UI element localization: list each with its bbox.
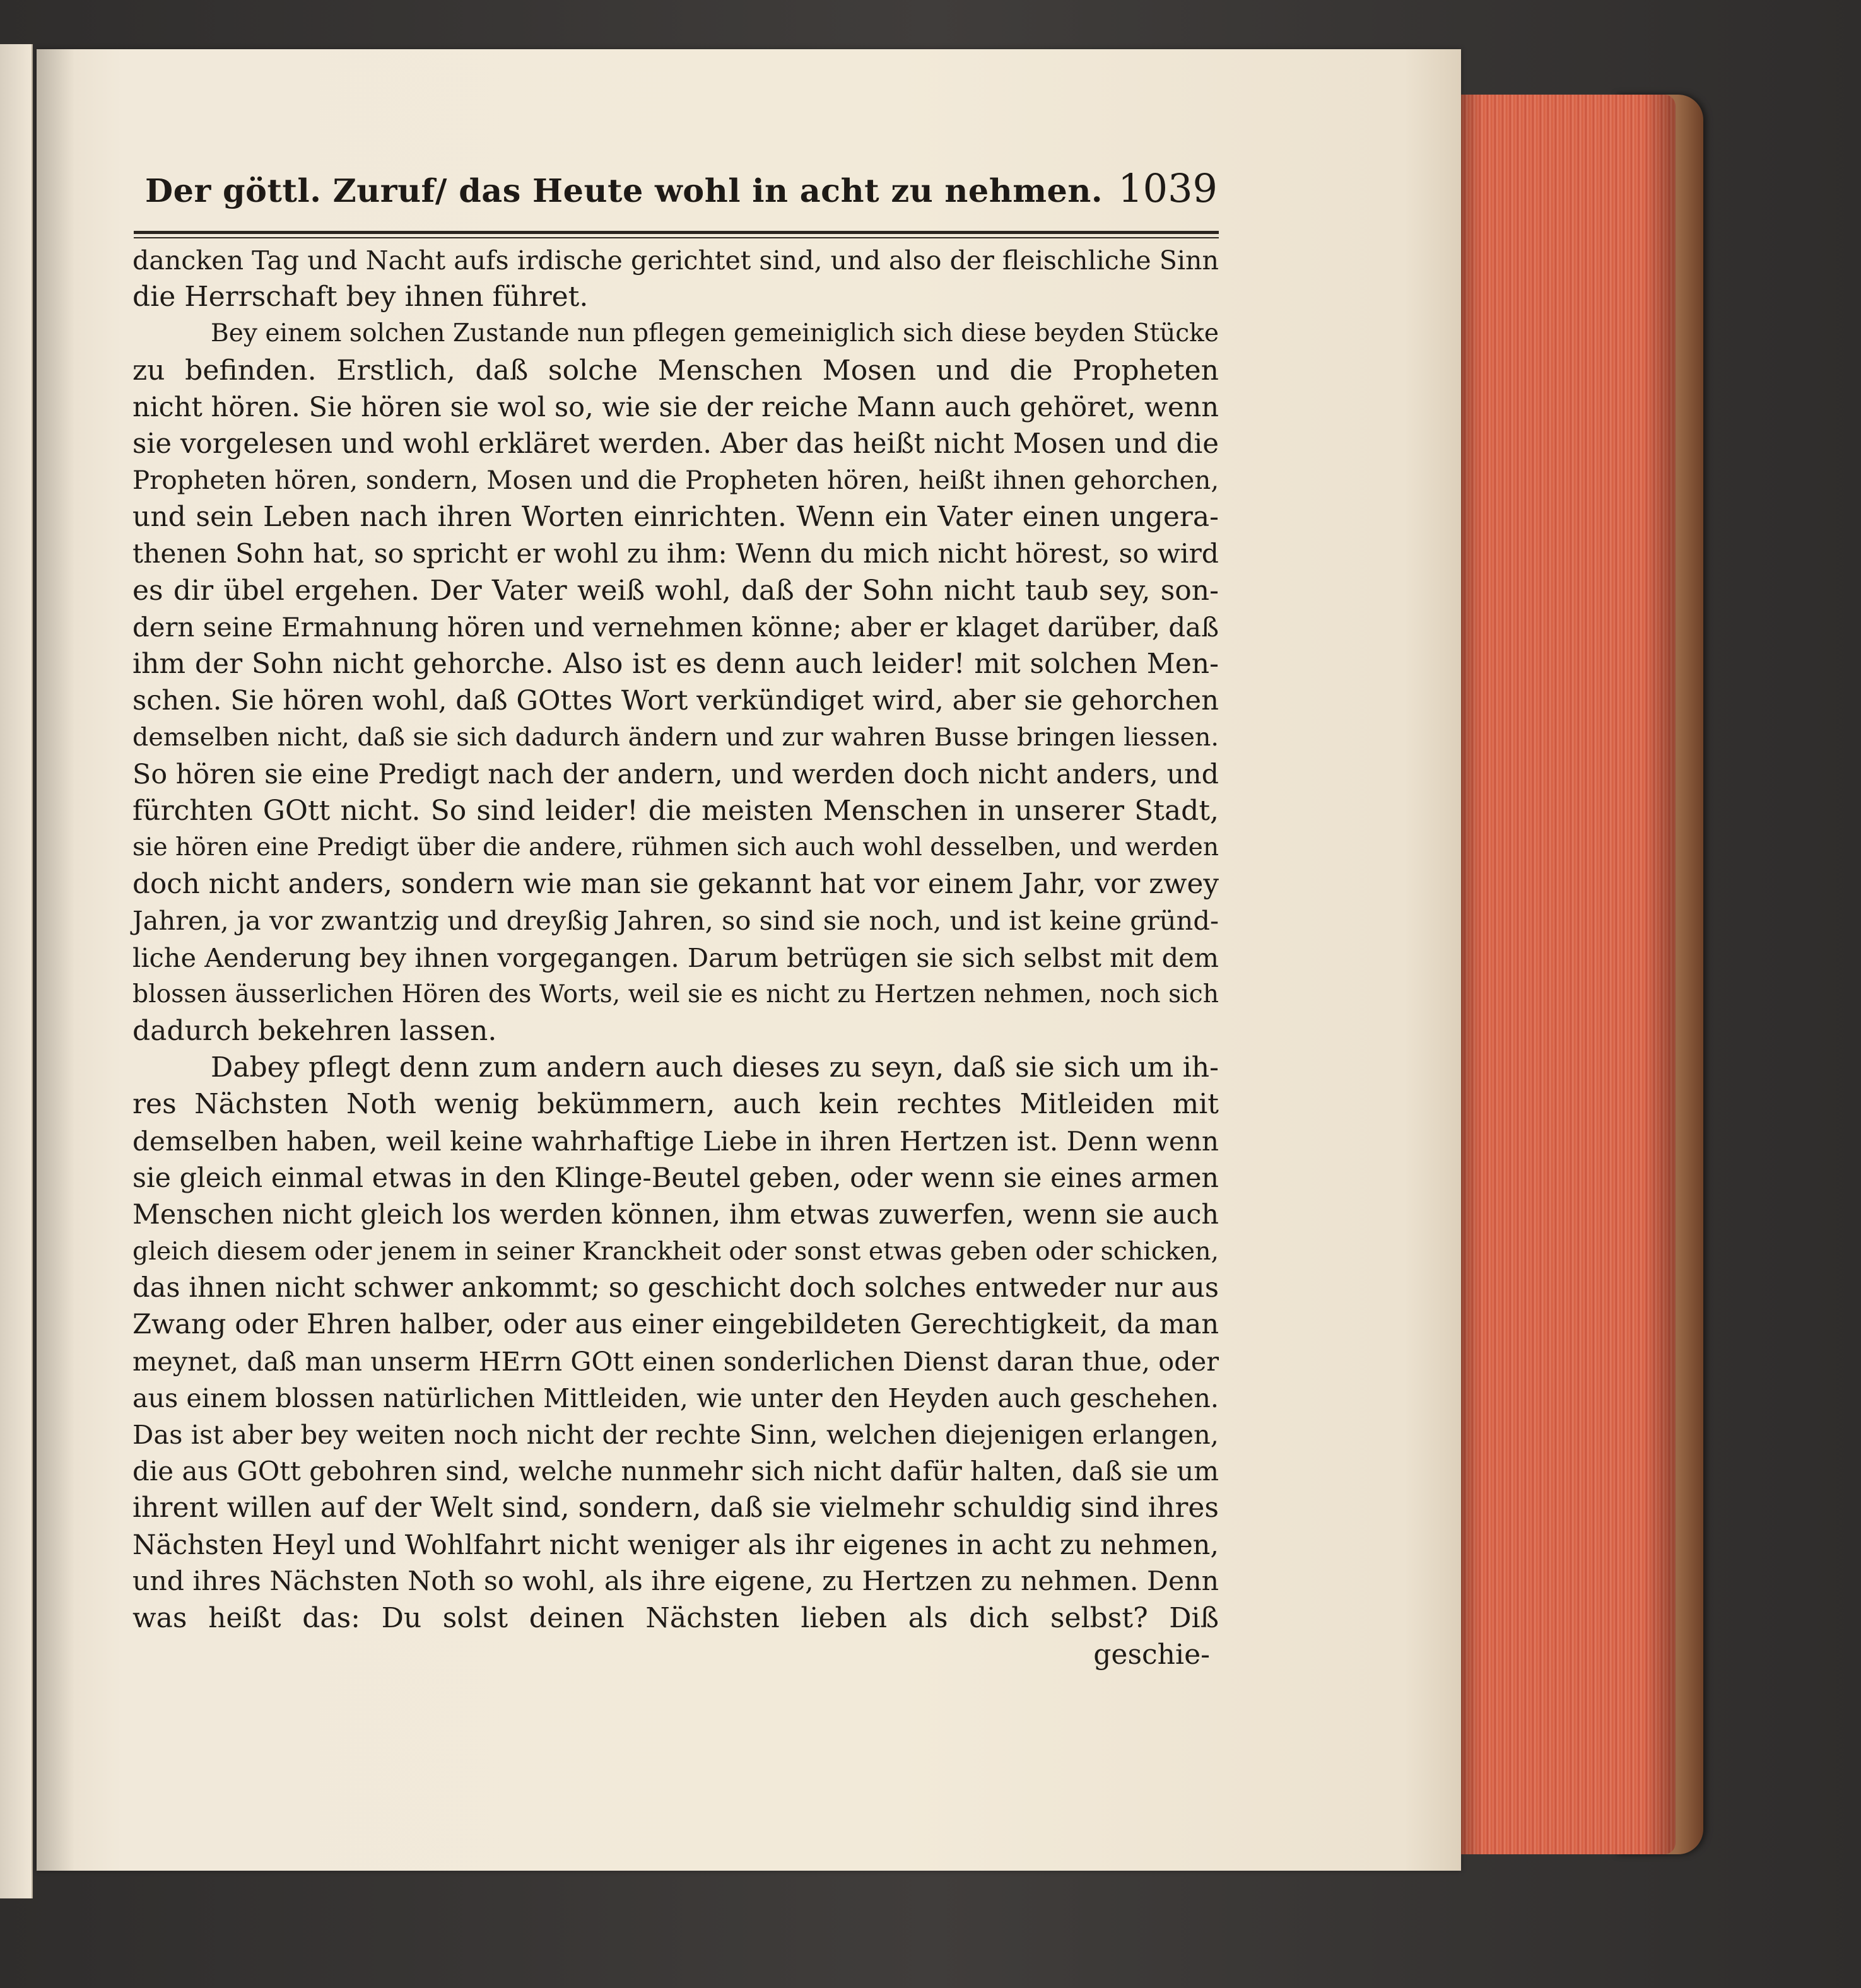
text-line: sie hören eine Predigt über die andere, rühmen sich auch wohl desselben, und werden (132, 833, 1219, 862)
text-line: die Herrschaft bey ihnen führet. (132, 281, 589, 313)
text-line: Menschen nicht gleich los werden können, ihm etwas zuwerfen, wenn sie auch (132, 1198, 1219, 1231)
text-line: liche Aenderung bey ihnen vorgegangen. Darum betrügen sie sich selbst mit dem (132, 942, 1219, 973)
text-line: thenen Sohn hat, so spricht er wohl zu ihm: Wenn du mich nicht hörest, so wird (132, 538, 1219, 570)
text-line: und sein Leben nach ihren Worten einrichten. Wenn ein Vater einen ungera- (132, 501, 1219, 534)
text-line: blossen äusserlichen Hören des Worts, weil sie es nicht zu Hertzen nehmen, noch sich (132, 979, 1219, 1009)
header-rule-thin (134, 237, 1219, 238)
facing-page-edge (0, 44, 33, 1898)
text-line: sie gleich einmal etwas in den Klinge-Beutel geben, oder wenn sie eines armen (132, 1162, 1219, 1194)
text-line: Zwang oder Ehren halber, oder aus einer eingebildeten Gerechtigkeit, da man (132, 1309, 1219, 1341)
catchword: geschie- (1093, 1639, 1210, 1671)
text-line: meynet, daß man unserm HErrn GOtt einen sonderlichen Dienst daran thue, oder (132, 1346, 1219, 1377)
text-line: gleich diesem oder jenem in seiner Kranckheit oder sonst etwas geben oder schicken, (132, 1237, 1219, 1266)
text-line: fürchten GOtt nicht. So sind leider! die meisten Menschen in unserer Stadt, (132, 794, 1219, 827)
text-line: Dabey pflegt denn zum andern auch dieses zu seyn, daß sie sich um ih- (211, 1051, 1219, 1084)
text-line: Nächsten Heyl und Wohlfahrt nicht weniger als ihr eigenes in acht zu nehmen, (132, 1529, 1219, 1561)
text-line: schen. Sie hören wohl, daß GOttes Wort verkündiget wird, aber sie gehorchen (132, 685, 1219, 717)
text-line: es dir übel ergehen. Der Vater weiß wohl, daß der Sohn nicht taub sey, son- (132, 574, 1219, 607)
text-line: dadurch bekehren lassen. (132, 1014, 497, 1047)
header-rule (134, 231, 1219, 234)
text-line: ihm der Sohn nicht gehorche. Also ist es denn auch leider! mit solchen Men- (132, 648, 1219, 681)
text-line: So hören sie eine Predigt nach der andern, und werden doch nicht anders, und (132, 758, 1219, 790)
text-line: doch nicht anders, sondern wie man sie gekannt hat vor einem Jahr, vor zwey (132, 868, 1219, 901)
text-line: die aus GOtt gebohren sind, welche nunmehr sich nicht dafür halten, daß sie um (132, 1456, 1219, 1487)
text-line: was heißt das: Du solst deinen Nächsten lieben als dich selbst? Diß (132, 1601, 1219, 1634)
running-title: Der göttl. Zuruf/ das Heute wohl in acht zu nehmen. (145, 172, 1103, 209)
text-line: ihrent willen auf der Welt sind, sondern, daß sie vielmehr schuldig sind ihres (132, 1492, 1219, 1524)
gutter-shadow (37, 49, 74, 1871)
text-line: Das ist aber bey weiten noch nicht der rechte Sinn, welchen diejenigen erlangen, (132, 1419, 1219, 1450)
text-line: dancken Tag und Nacht aufs irdische gerichtet sind, und also der fleischliche Sinn (132, 245, 1219, 276)
text-line: demselben nicht, daß sie sich dadurch ändern und zur wahren Busse bringen liessen. (132, 723, 1219, 752)
text-line: Jahren, ja vor zwantzig und dreyßig Jahren, so sind sie noch, und ist keine gründ- (132, 905, 1219, 937)
text-line: demselben haben, weil keine wahrhaftige Liebe in ihren Hertzen ist. Denn wenn (132, 1125, 1219, 1157)
text-line: nicht hören. Sie hören sie wol so, wie sie der reiche Mann auch gehöret, wenn (132, 391, 1219, 423)
text-line: zu befinden. Erstlich, daß solche Menschen Mosen und die Propheten (132, 354, 1219, 387)
text-line: Propheten hören, sondern, Mosen und die Propheten hören, heißt ihnen gehorchen, (132, 465, 1219, 496)
text-line: dern seine Ermahnung hören und vernehmen könne; aber er klaget darüber, daß (132, 611, 1219, 643)
page-number: 1039 (1118, 165, 1218, 211)
text-line: Bey einem solchen Zustande nun pflegen gemeiniglich sich diese beyden Stücke (211, 319, 1219, 348)
text-line: sie vorgelesen und wohl erkläret werden. Aber das heißt nicht Mosen und die (132, 428, 1219, 460)
body-text (132, 242, 1219, 1673)
running-head (145, 165, 1218, 235)
red-fore-edge (1461, 95, 1676, 1854)
text-line: aus einem blossen natürlichen Mittleiden, wie unter den Heyden auch geschehen. (132, 1383, 1219, 1413)
text-line: und ihres Nächsten Noth so wohl, als ihre eigene, zu Hertzen zu nehmen. Denn (132, 1565, 1219, 1597)
text-line: das ihnen nicht schwer ankommt; so geschicht doch solches entweder nur aus (132, 1272, 1219, 1304)
text-line: res Nächsten Noth wenig bekümmern, auch kein rechtes Mitleiden mit (132, 1088, 1219, 1121)
